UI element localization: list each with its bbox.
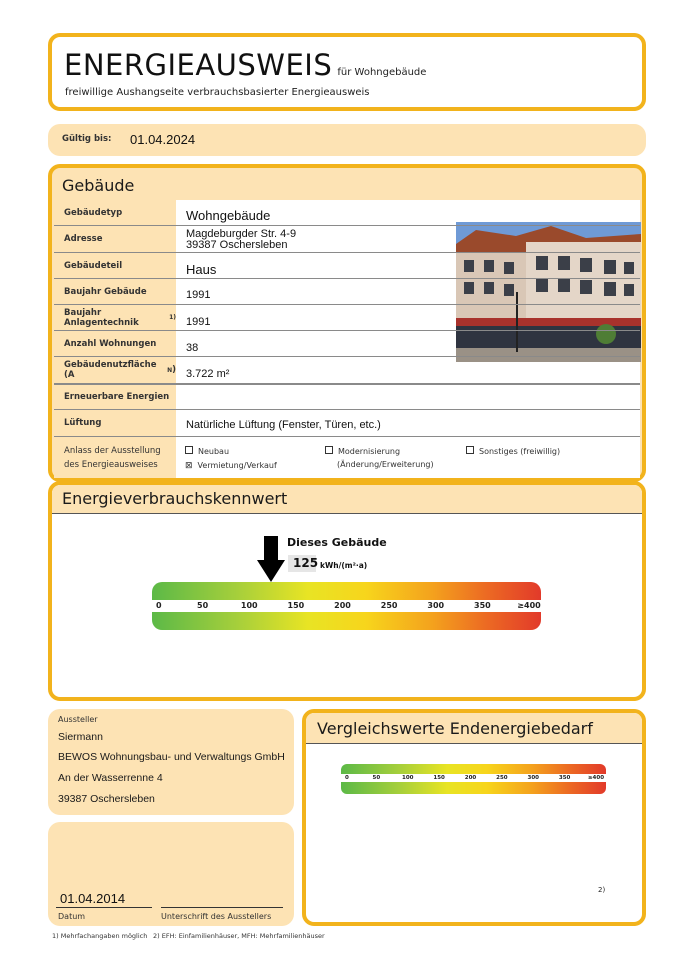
table-row: [54, 357, 640, 384]
issuer-company: BEWOS Wohnungsbau- und Verwaltungs GmbH: [58, 751, 285, 763]
option-rent-sale[interactable]: [185, 459, 277, 472]
footnote-2: 2) EFH: Einfamilienhäuser, MFH: Mehrfamilienhäuser: [153, 932, 325, 940]
table-row: [54, 437, 640, 478]
this-building-label: Dieses Gebäude: [287, 536, 387, 549]
scale-tick-label: 250: [380, 601, 398, 610]
row-label: Gebäudetyp: [54, 200, 176, 225]
occasion-label-line1: Anlass der Ausstellung: [64, 445, 161, 456]
scale-tick-label: 350: [474, 601, 491, 610]
address-line1: Magdeburgder Str. 4-9: [186, 228, 297, 240]
option-new-building[interactable]: [185, 445, 229, 458]
document-title: ENERGIEAUSWEIS: [64, 48, 333, 82]
footnote-ref: 1): [169, 314, 176, 321]
table-row: [54, 305, 640, 331]
checkbox[interactable]: [466, 446, 474, 454]
comparison-tick-label: 300: [527, 775, 539, 781]
scale-tick-label: 300: [427, 601, 445, 610]
comparison-tick-label: 150: [433, 775, 445, 781]
signature-sign-label: Unterschrift des Ausstellers: [161, 912, 272, 921]
comparison-tick-label: 0: [345, 775, 349, 781]
table-row: [54, 253, 640, 279]
document-subtitle: freiwillige Aushangseite verbrauchsbasierter Energieausweis: [65, 87, 370, 98]
address-line2: 39387 Oschersleben: [186, 239, 288, 251]
issuer-city: 39387 Oschersleben: [58, 793, 155, 805]
option-label-line2: (Änderung/Erweiterung): [337, 460, 434, 469]
row-label: Gebäudeteil: [54, 253, 176, 278]
scale-tick-label: ≥400: [517, 601, 541, 610]
floor-area-value: 3.722 m²: [186, 368, 230, 380]
scale-tick-label: 100: [240, 601, 258, 610]
signature-line: [161, 907, 283, 908]
option-label: Modernisierung: [338, 447, 401, 456]
table-row: [54, 384, 640, 410]
row-label: Lüftung: [54, 410, 176, 436]
option-label: Vermietung/Verkauf: [197, 461, 277, 470]
arrow-down-icon: [257, 536, 285, 582]
checkbox[interactable]: [185, 446, 193, 454]
document-title-suffix: für Wohngebäude: [337, 67, 427, 78]
comparison-tick-label: 50: [372, 775, 381, 781]
comparison-tick-label: 350: [558, 775, 571, 781]
table-row: [54, 226, 640, 253]
validity-bar: [48, 124, 646, 156]
row-label: Erneuerbare Energien: [54, 385, 176, 409]
comparison-tick-label: ≥400: [587, 775, 605, 781]
checkbox[interactable]: [325, 446, 333, 454]
row-label-subscript: N: [167, 366, 173, 374]
consumption-value: 125: [293, 556, 319, 570]
occasion-label: [54, 437, 176, 478]
issuer-heading: Aussteller: [58, 715, 98, 724]
scale-tick-label: 0: [156, 601, 162, 610]
scale-tick-label: 50: [197, 601, 209, 610]
comparison-tick-label: 250: [496, 775, 508, 781]
consumption-section-title: Energieverbrauchskennwert: [62, 489, 288, 508]
validity-label: Gültig bis:: [62, 134, 112, 144]
row-label-text: Baujahr Anlagentechnik: [64, 307, 139, 328]
comparison-scale-ticks: [341, 775, 606, 783]
option-other[interactable]: [466, 445, 560, 458]
row-label: [54, 305, 176, 330]
scale-tick-label: 200: [334, 601, 351, 610]
validity-date: 01.04.2024: [130, 132, 196, 147]
table-row: [54, 200, 640, 226]
table-row: [54, 410, 640, 437]
signature-date-label: Datum: [58, 912, 86, 921]
checkbox-checked[interactable]: ⊠: [185, 461, 193, 471]
issuer-name: Siermann: [58, 731, 103, 743]
consumption-unit: kWh/(m²·a): [320, 561, 368, 570]
building-part-value: Haus: [186, 262, 217, 277]
comparison-tick-label: 100: [402, 775, 414, 781]
construction-year-value: 1991: [186, 289, 211, 301]
building-section-title: Gebäude: [62, 176, 135, 195]
signature-box: [48, 822, 294, 926]
energy-scale-ticks: [152, 601, 541, 613]
apartment-count-value: 38: [186, 342, 199, 354]
system-year-value: 1991: [186, 316, 211, 328]
table-row: [54, 331, 640, 357]
row-label: Anzahl Wohnungen: [54, 331, 176, 356]
option-modernisation[interactable]: [325, 445, 434, 471]
footnote-1: 1) Mehrfachangaben möglich: [52, 932, 148, 940]
row-label-text: Gebäudenutzfläche (A: [64, 360, 157, 380]
row-label-text: ): [172, 365, 176, 375]
option-label: Sonstiges (freiwillig): [479, 447, 561, 456]
issuer-street: An der Wasserrenne 4: [58, 772, 163, 784]
comparison-section-title: Vergleichswerte Endenergiebedarf: [317, 719, 593, 738]
signature-date: 01.04.2014: [60, 891, 126, 906]
row-label: Adresse: [54, 226, 176, 252]
scale-tick-label: 150: [287, 601, 305, 610]
row-label: [54, 357, 176, 383]
comparison-note-marker: 2): [598, 886, 606, 894]
comparison-tick-label: 200: [464, 775, 477, 781]
row-label: Baujahr Gebäude: [54, 279, 176, 304]
table-row: [54, 279, 640, 305]
option-label: Neubau: [198, 447, 230, 456]
header-box: [48, 33, 646, 111]
signature-date-line: [56, 907, 152, 908]
building-type-value: Wohngebäude: [186, 208, 271, 223]
ventilation-value: Natürliche Lüftung (Fenster, Türen, etc.): [186, 419, 381, 431]
occasion-label-line2: des Energieausweises: [64, 459, 158, 470]
